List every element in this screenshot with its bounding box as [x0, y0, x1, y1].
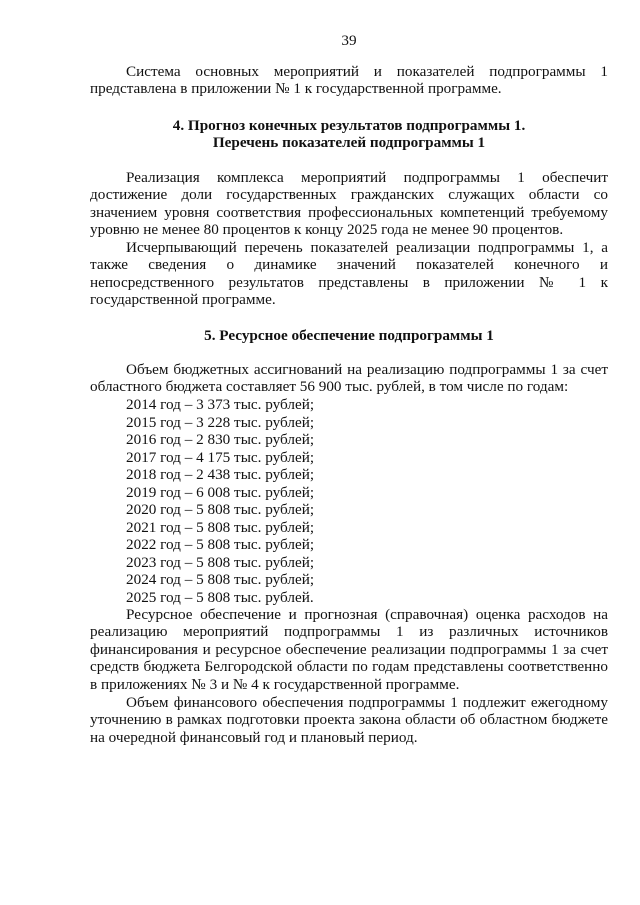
section-5-paragraph-3 [90, 694, 608, 746]
text-line: достижение доли государственных гражданских служащих области со [90, 186, 608, 204]
text-line: областного бюджета составляет 56 900 тыс. рублей, в том числе по годам: [90, 378, 569, 396]
text-line: непосредственного результатов представлены в приложении № 1 к [90, 273, 608, 291]
list-item: 2021 год – 5 808 тыс. рублей; [126, 518, 315, 536]
heading-line: 5. Ресурсное обеспечение подпрограммы 1 [204, 327, 494, 344]
text-line: Объем бюджетных ассигнований на реализацию подпрограммы 1 за счет [126, 361, 608, 378]
text-line: реализацию мероприятий подпрограммы 1 из различных источников [90, 623, 608, 641]
text-line: Объем финансового обеспечения подпрограммы 1 подлежит ежегодному [126, 694, 608, 711]
section-5-paragraph-1 [90, 361, 608, 396]
text-line: Исчерпывающий перечень показателей реализации подпрограммы 1, а [126, 239, 608, 256]
list-item: 2017 год – 4 175 тыс. рублей; [126, 448, 315, 466]
section-5-heading [90, 327, 608, 344]
text-line: значением уровня соответствия профессиональных компетенций требуемому [90, 203, 608, 221]
text-line: финансирования и ресурсное обеспечение реализации подпрограммы 1 за счет [90, 640, 608, 658]
text-line: также сведения о динамике значений показателей конечного и [90, 256, 608, 274]
section-4-heading [90, 117, 608, 152]
heading-line: 4. Прогноз конечных результатов подпрограммы 1. [172, 117, 526, 134]
budget-by-year-list [90, 396, 608, 606]
text-line: Система основных мероприятий и показателей подпрограммы 1 [126, 63, 608, 80]
page-number: 39 [341, 32, 357, 49]
list-item: 2024 год – 5 808 тыс. рублей; [126, 571, 315, 588]
list-item: 2014 год – 3 373 тыс. рублей; [126, 396, 315, 413]
intro-paragraph [90, 63, 608, 98]
list-item: 2023 год – 5 808 тыс. рублей; [126, 553, 315, 571]
text-line: средств бюджета Белгородской области по годам представлены соответственно [90, 658, 608, 676]
list-item: 2019 год – 6 008 тыс. рублей; [126, 483, 315, 501]
list-item: 2016 год – 2 830 тыс. рублей; [126, 431, 315, 448]
list-item: 2020 год – 5 808 тыс. рублей; [126, 501, 315, 518]
text-line: государственной программе. [90, 291, 276, 309]
text-line: Реализация комплекса мероприятий подпрограммы 1 обеспечит [126, 169, 608, 186]
text-line: в приложениях № 3 и № 4 к государственной программе. [90, 675, 460, 693]
text-line: уровню не менее 80 процентов к концу 2025 года не менее 90 процентов. [90, 221, 564, 239]
list-item: 2022 год – 5 808 тыс. рублей; [126, 536, 315, 553]
list-item: 2025 год – 5 808 тыс. рублей. [126, 588, 314, 606]
section-4-paragraph-1 [90, 169, 608, 239]
heading-line: Перечень показателей подпрограммы 1 [212, 134, 486, 152]
section-5-paragraph-2 [90, 606, 608, 693]
text-line: уточнению в рамках подготовки проекта закона области об областном бюджете [90, 711, 608, 729]
text-line: на очередной финансовый год и плановый период. [90, 728, 418, 746]
document-page [90, 0, 608, 905]
list-item: 2015 год – 3 228 тыс. рублей; [126, 413, 315, 431]
text-line: Ресурсное обеспечение и прогнозная (справочная) оценка расходов на [126, 606, 608, 623]
section-4-paragraph-2 [90, 239, 608, 309]
list-item: 2018 год – 2 438 тыс. рублей; [126, 466, 315, 483]
text-line: представлена в приложении № 1 к государственной программе. [90, 80, 502, 98]
